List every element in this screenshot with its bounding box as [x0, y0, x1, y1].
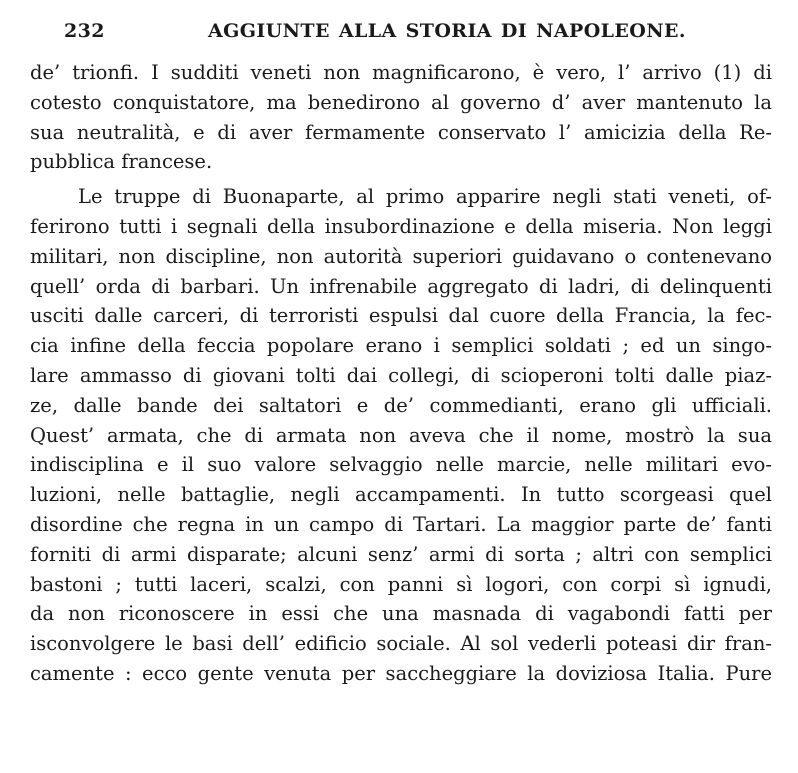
- page-number: 232: [64, 20, 105, 42]
- text-line: de’ trionfi. I sudditi veneti non magnificarono, è vero, l’ arrivo (1) di: [30, 61, 772, 84]
- text-line: ferirono tutti i segnali della insubordinazione e della miseria. Non leggi: [30, 214, 772, 238]
- text-line: cia infine della feccia popolare erano i semplici soldati ; ed un singo-: [30, 334, 772, 358]
- running-title: AGGIUNTE ALLA STORIA DI NAPOLEONE.: [208, 20, 686, 42]
- paragraph-2: [30, 182, 772, 689]
- text-line: quell’ orda di barbari. Un infrenabile aggregato di ladri, di delinquenti: [30, 274, 772, 298]
- text-line: bastoni ; tutti laceri, scalzi, con panni sì logori, con corpi sì ignudi,: [30, 572, 772, 596]
- text-line: lare ammasso di giovani tolti dai collegi, di scioperoni tolti dalle piaz-: [30, 363, 772, 387]
- running-head: [58, 20, 768, 46]
- paragraph-1: [30, 58, 772, 177]
- text-line: ze, dalle bande dei saltatori e de’ commedianti, erano gli ufficiali.: [30, 393, 772, 417]
- text-line: cotesto conquistatore, ma benedirono al governo d’ aver mantenuto la: [30, 90, 772, 114]
- text-line: Quest’ armata, che di armata non aveva che il nome, mostrò la sua: [30, 423, 772, 447]
- text-line: camente : ecco gente venuta per saccheggiare la doviziosa Italia. Pure: [30, 661, 772, 685]
- text-line: pubblica francese.: [30, 150, 213, 174]
- text-line: luzioni, nelle battaglie, negli accampamenti. In tutto scorgeasi quel: [30, 483, 772, 507]
- text-line: sua neutralità, e di aver fermamente conservato l’ amicizia della Re-: [30, 120, 772, 144]
- text-line: da non riconoscere in essi che una masnada di vagabondi fatti per: [30, 602, 772, 626]
- body-text: [30, 58, 772, 689]
- text-line: isconvolgere le basi dell’ edificio sociale. Al sol vederli poteasi dir fran-: [30, 632, 772, 656]
- text-line: Le truppe di Buonaparte, al primo apparire negli stati veneti, of-: [78, 185, 772, 209]
- text-line: militari, non discipline, non autorità superiori guidavano o contenevano: [30, 244, 772, 268]
- text-line: disordine che regna in un campo di Tartari. La maggior parte de’ fanti: [30, 512, 772, 536]
- text-line: indisciplina e il suo valore selvaggio nelle marcie, nelle militari evo-: [30, 453, 772, 477]
- text-line: forniti di armi disparate; alcuni senz’ armi di sorta ; altri con semplici: [30, 542, 772, 566]
- text-line: usciti dalle carceri, di terroristi espulsi dal cuore della Francia, la fec-: [30, 304, 772, 328]
